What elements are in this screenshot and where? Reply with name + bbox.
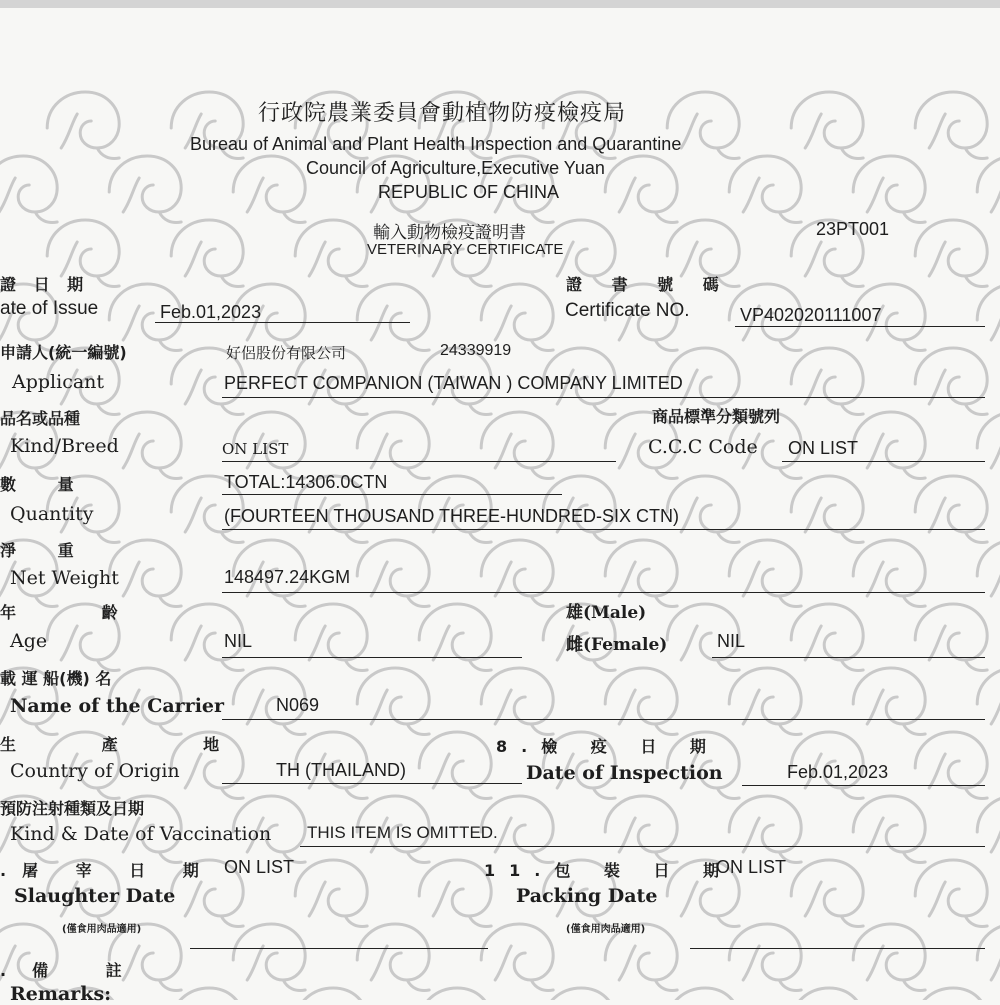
watermark-swirl-100	[853, 796, 925, 863]
watermark-swirl-58	[915, 476, 987, 543]
ccc-code-value: ON LIST	[788, 438, 859, 458]
certificate-no-label: Certificate NO.	[565, 300, 690, 321]
remarks-label-cn: .備 註	[0, 961, 148, 980]
vaccination-value: THIS ITEM IS OMITTED.	[307, 823, 498, 842]
packing-value: ON LIST	[716, 857, 787, 877]
ccc-code-label: C.C.C Code	[648, 436, 758, 458]
inspection-value: Feb.01,2023	[787, 762, 889, 782]
watermark-swirl-109	[915, 860, 987, 927]
watermark-swirl-104	[295, 860, 367, 927]
kind-breed-rule	[222, 461, 616, 462]
certificate-no-value: VP402020111007	[740, 305, 882, 325]
watermark-swirl-24	[915, 220, 987, 287]
watermark-swirl-49	[853, 412, 925, 479]
watermark-swirl-6	[791, 92, 863, 159]
watermark-swirl-41	[915, 348, 987, 415]
agency-chinese-title: 行政院農業委員會動植物防疫檢疫局	[258, 101, 627, 126]
watermark-swirl-29	[481, 284, 553, 351]
origin-value: TH (THAILAND)	[276, 760, 406, 780]
age-rule	[222, 657, 522, 658]
watermark-swirl-99	[729, 796, 801, 863]
quantity-words-rule	[222, 529, 985, 530]
applicant-chinese-name: 好侶股份有限公司	[226, 344, 347, 362]
applicant-label: Applicant	[12, 371, 105, 393]
reference-code: 23PT001	[816, 219, 890, 239]
origin-label: Country of Origin	[10, 760, 180, 782]
inspection-label-cn: 8.檢 疫 日 期	[496, 737, 720, 756]
watermark-swirl-71	[419, 604, 491, 671]
carrier-value: N069	[276, 695, 320, 715]
watermark-swirl-101	[977, 796, 1000, 863]
slaughter-label-cn: .屠 宰 日 期	[0, 861, 215, 880]
watermark-swirl-19	[295, 220, 367, 287]
document-title-english: VETERINARY CERTIFICATE	[367, 241, 564, 258]
male-label: 雄(Male)	[566, 603, 647, 623]
age-label-cn: 年 齡	[0, 603, 158, 622]
watermark-swirl-81	[605, 668, 677, 735]
watermark-swirl-67	[977, 540, 1000, 607]
watermark-swirl-18	[171, 220, 243, 287]
watermark-swirl-63	[481, 540, 553, 607]
sex-rule	[712, 657, 985, 658]
document-title-chinese: 輸入動物檢疫證明書	[373, 223, 526, 243]
packing-label: Packing Date	[516, 885, 658, 907]
quantity-rule	[222, 494, 562, 495]
net-weight-label: Net Weight	[10, 567, 119, 589]
watermark-swirl-0	[47, 92, 119, 159]
watermark-swirl-16	[977, 156, 1000, 223]
vaccination-rule	[300, 846, 985, 847]
watermark-swirl-79	[357, 668, 429, 735]
watermark-swirl-117	[853, 924, 925, 991]
watermark-swirl-15	[853, 156, 925, 223]
watermark-swirl-33	[977, 284, 1000, 351]
certificate-no-label-cn: 證 書 號 碼	[566, 275, 731, 294]
kind-breed-label-cn: 品名或品種	[0, 409, 81, 428]
net-weight-value: 148497.24KGM	[224, 567, 351, 587]
net-weight-rule	[222, 592, 985, 593]
ccc-code-label-cn: 商品標準分類號列	[652, 407, 781, 426]
watermark-swirl-82	[729, 668, 801, 735]
female-label: 雌(Female)	[566, 635, 668, 655]
carrier-label-cn: 載 運 船(機) 名	[0, 669, 112, 688]
watermark-swirl-112	[233, 924, 305, 991]
watermark-swirl-50	[977, 412, 1000, 479]
date-of-issue-label: ate of Issue	[0, 298, 99, 319]
watermark-swirl-40	[791, 348, 863, 415]
packing-rule	[690, 948, 985, 949]
date-of-issue-label-cn: 證 日 期	[0, 275, 90, 294]
age-value: NIL	[224, 631, 253, 651]
packing-label-cn: 11.包 裝 日 期	[484, 861, 734, 880]
watermark-swirl-88	[419, 732, 491, 799]
inspection-rule	[742, 785, 985, 786]
scan-top-edge	[0, 0, 1000, 8]
quantity-value: TOTAL:14306.0CTN	[224, 472, 388, 492]
sex-value: NIL	[717, 631, 746, 651]
watermark-swirl-65	[729, 540, 801, 607]
quantity-value-words: (FOURTEEN THOUSAND THREE-HUNDRED-SIX CTN)	[224, 506, 680, 526]
quantity-label-cn: 數 量	[0, 475, 92, 494]
watermark-swirl-92	[915, 732, 987, 799]
packing-note: (僅食用肉品適用)	[566, 924, 646, 935]
watermark-swirl-28	[357, 284, 429, 351]
applicant-value: PERFECT COMPANION (TAIWAN ) COMPANY LIMITED	[224, 373, 683, 393]
watermark-swirl-118	[977, 924, 1000, 991]
remarks-label: Remarks:	[10, 983, 112, 1005]
watermark-swirl-10	[233, 156, 305, 223]
carrier-label: Name of the Carrier	[10, 695, 225, 717]
watermark-swirl-43	[109, 412, 181, 479]
age-label: Age	[10, 630, 48, 652]
watermark-swirl-64	[605, 540, 677, 607]
watermark-swirl-83	[853, 668, 925, 735]
country-name: REPUBLIC OF CHINA	[378, 182, 560, 202]
date-of-issue-value: Feb.01,2023	[160, 302, 262, 322]
ccc-code-rule	[782, 461, 985, 462]
watermark-swirl-113	[357, 924, 429, 991]
watermark-swirl-13	[605, 156, 677, 223]
applicant-tax-id: 24339919	[440, 342, 512, 359]
watermark-swirl-114	[481, 924, 553, 991]
kind-breed-value: ON LIST	[222, 440, 289, 458]
watermark-swirl-8	[0, 156, 57, 223]
agency-english-title: Bureau of Animal and Plant Health Inspection and Quarantine	[190, 134, 682, 154]
watermark-swirl-116	[729, 924, 801, 991]
applicant-label-cn: 申請人(統一編號)	[0, 343, 127, 362]
origin-rule	[222, 783, 522, 784]
certificate-no-rule	[735, 326, 985, 327]
slaughter-note: (僅食用肉品適用)	[62, 924, 142, 935]
kind-breed-label: Kind/Breed	[10, 435, 119, 457]
watermark-swirl-84	[977, 668, 1000, 735]
watermark-swirl-45	[357, 412, 429, 479]
inspection-label: Date of Inspection	[526, 762, 723, 784]
watermark-swirl-46	[481, 412, 553, 479]
carrier-rule	[222, 719, 985, 720]
watermark-swirl-9	[109, 156, 181, 223]
watermark-swirl-14	[729, 156, 801, 223]
vaccination-label-cn: 預防注射種類及日期	[0, 799, 145, 818]
watermark-swirl-70	[295, 604, 367, 671]
watermark-swirl-80	[481, 668, 553, 735]
slaughter-rule	[190, 948, 488, 949]
watermark-swirl-98	[605, 796, 677, 863]
council-name: Council of Agriculture,Executive Yuan	[306, 158, 605, 178]
watermark-swirl-66	[853, 540, 925, 607]
watermark-swirl-60	[109, 540, 181, 607]
watermark-swirl-105	[419, 860, 491, 927]
applicant-rule	[222, 397, 985, 398]
watermark-swirl-108	[791, 860, 863, 927]
vaccination-label: Kind & Date of Vaccination	[10, 823, 272, 845]
slaughter-label: Slaughter Date	[14, 885, 176, 907]
quantity-label: Quantity	[10, 503, 94, 525]
net-weight-label-cn: 淨 重	[0, 541, 92, 560]
origin-label-cn: 生 產 地	[0, 735, 260, 754]
watermark-swirl-74	[791, 604, 863, 671]
watermark-swirl-62	[357, 540, 429, 607]
watermark-swirl-75	[915, 604, 987, 671]
slaughter-value: ON LIST	[224, 857, 295, 877]
watermark-swirl-57	[791, 476, 863, 543]
watermark-swirl-7	[915, 92, 987, 159]
